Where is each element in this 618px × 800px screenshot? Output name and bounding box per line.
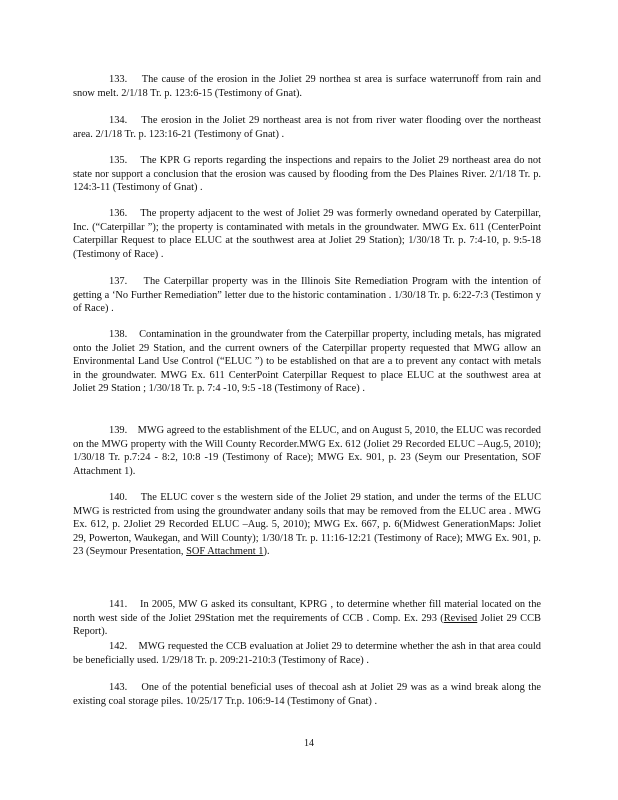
paragraph-text: The cause of the erosion in the Joliet 29 northea st area is surface waterrunoff from rain and snow melt. 2/1/18 Tr. p. 123:6-15 (Testimony of Gnat). [73,74,541,99]
paragraph-134 [73,114,541,141]
paragraph-number: 140. [109,492,128,503]
paragraph-number: 139. [109,425,128,436]
paragraph-number: 141. [109,599,128,610]
paragraph-139 [73,424,541,478]
paragraph-143 [73,681,541,708]
paragraph-tail: ). [263,546,270,558]
paragraph-number: 138. [109,329,128,340]
paragraph-number: 143. [109,682,128,693]
paragraph-text: MWG requested the CCB evaluation at Joliet 29 to determine whether the ash in that area could be beneficially used. 1/29/18 Tr. p. 209:21-210:3 (Testimony of Race) . [73,641,541,666]
paragraph-text: The property adjacent to the west of Joliet 29 was formerly ownedand operated by Caterpillar, Inc. (“Caterpillar ”); the property is contaminated with metals in the groundwater. MWG Ex. 611 (CenterPoint Caterpillar Request to place ELUC at the southwest area at Joliet 29 Station); 1/30/18 Tr. p. 7:4-10, p. 9:5-18 (Testimony of Race) . [73,208,542,260]
paragraph-number: 137. [109,276,128,287]
paragraph-text: In 2005, MW G asked its consultant, KPRG , to determine whether fill material located on the north west side of the Joliet 29Station met the requirements of CCB . Comp. Ex. 293 ( [73,599,541,624]
paragraph-text: The erosion in the Joliet 29 northeast area is not from river water flooding over the northeast area. 2/1/18 Tr. p. 123:16-21 (Testimony of Gnat) . [73,115,541,140]
paragraph-133 [73,73,541,100]
paragraph-text: Contamination in the groundwater from the Caterpillar property, including metals, has migrated onto the Joliet 29 Station, and the current owners of the Caterpillar property requested that MWG allow an Environmental Land Use Control (“ELUC ”) to be established on that are a to prevent any contact with metals in the groundwater. MWG Ex. 611 CenterPoint Caterpillar Request to place ELUC at the southwest area at Joliet 29 Station ; 1/30/18 Tr. p. 7:4 -10, 9:5 -18 (Testimony of Race) . [73,329,541,395]
paragraph-number: 142. [109,641,128,652]
paragraph-140 [73,491,541,559]
paragraph-text: The ELUC cover s the western side of the Joliet 29 station, and under the terms of the ELUC MWG is restricted from using the groundwater andany soils that may be removed from the ELUC area . MWG Ex. 612, p. 2Joliet 29 Recorded ELUC –Aug. 5, 2010); MWG Ex. 667, p. 6(Midwest GenerationMaps: Joliet 29, Powerton, Waukegan, and Will County); 1/30/18 Tr. p. 11:16-12:21 (Testimony of Race); MWG Ex. 901, p. 23 (Seymour Presentation, [73,492,541,558]
paragraph-number: 135. [109,155,128,166]
paragraph-tail: Joliet 29 CCB Report). [73,612,541,638]
paragraph-text: The KPR G reports regarding the inspections and repairs to the Joliet 29 northeast area do not state nor support a conclusion that the erosion was caused by flooding from the Des Plaines River. 2/1/18 Tr. p. 124:3-11 (Testimony of Gnat) . [73,155,541,194]
paragraph-text: The Caterpillar property was in the Illinois Site Remediation Program with the intention of getting a ‘No Further Remediation” letter due to the historic contamination . 1/30/18 Tr. p. 6:22-7:3 (Testimon y of Race) . [73,276,541,315]
paragraph-142 [73,640,541,667]
paragraph-number: 133. [109,74,128,85]
paragraph-136 [73,207,541,261]
paragraph-text: MWG agreed to the establishment of the ELUC, and on August 5, 2010, the ELUC was recorded on the MWG property with the Will County Recorder.MWG Ex. 612 (Joliet 29 Recorded ELUC –Aug.5, 2010); 1/30/18 Tr. p.7:24 - 8:2, 10:8 -19 (Testimony of Race); MWG Ex. 901, p. 23 (Seym our Presentation, SOF Attachment 1). [73,425,542,477]
underlined-reference: Revised [443,612,478,624]
paragraph-138 [73,328,541,396]
paragraph-137 [73,275,541,316]
paragraph-141 [73,598,541,639]
paragraph-135 [73,154,541,195]
paragraph-number: 134. [109,115,128,126]
page-number: 14 [304,738,314,749]
paragraph-text: One of the potential beneficial uses of thecoal ash at Joliet 29 was as a wind break along the existing coal storage piles. 10/25/17 Tr.p. 106:9-14 (Testimony of Gnat) . [73,682,541,707]
underlined-reference: SOF Attachment 1 [186,546,264,558]
paragraph-number: 136. [109,208,128,219]
